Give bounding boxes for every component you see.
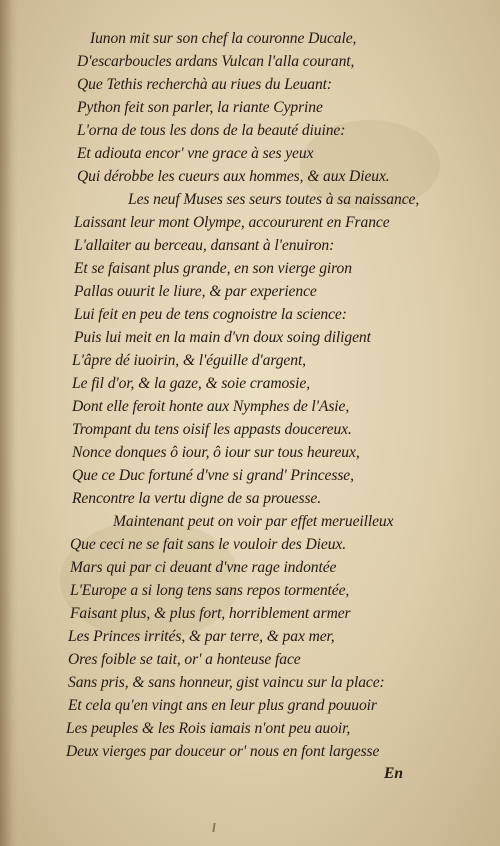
verse-line: Que ceci ne se fait sans le vouloir des Dieux. bbox=[70, 536, 347, 553]
verse-line: Deux vierges par douceur or' nous en font largesse bbox=[66, 743, 380, 760]
verse-line: L'orna de tous les dons de la beauté diuine: bbox=[77, 122, 346, 139]
verse-line: Sans pris, & sans honneur, gist vaincu sur la place: bbox=[68, 674, 385, 691]
page-gutter-shadow bbox=[0, 0, 18, 846]
verse-line: Et adiouta encor' vne grace à ses yeux bbox=[77, 145, 314, 162]
ink-mark bbox=[212, 823, 215, 832]
verse-line: L'âpre dé iuoirin, & l'éguille d'argent, bbox=[72, 352, 306, 369]
verse-line: Le fil d'or, & la gaze, & soie cramosie, bbox=[72, 375, 310, 392]
verse-line: Les Princes irrités, & par terre, & pax mer, bbox=[68, 628, 335, 645]
verse-line: Faisant plus, & plus fort, horriblement armer bbox=[70, 605, 351, 622]
verse-line: Lui feit en peu de tens cognoistre la science: bbox=[74, 306, 347, 323]
verse-line: L'Europe a si long tens sans repos tormentée, bbox=[70, 582, 350, 599]
catchword: En bbox=[384, 765, 403, 782]
verse-line: Rencontre la vertu digne de sa prouesse. bbox=[72, 490, 322, 507]
verse-line: Les neuf Muses ses seurs toutes à sa naissance, bbox=[128, 191, 420, 208]
verse-line: Maintenant peut on voir par effet merueilleux bbox=[113, 513, 394, 530]
verse-line: Trompant du tens oisif les appasts doucereux. bbox=[72, 421, 352, 438]
verse-line: Mars qui par ci deuant d'vne rage indontée bbox=[70, 559, 337, 576]
verse-line: Que Tethis recherchà au riues du Leuant: bbox=[77, 76, 333, 93]
verse-line: D'escarboucles ardans Vulcan l'alla courant, bbox=[77, 53, 355, 70]
verse-line: Ores foible se tait, or' a honteuse face bbox=[68, 651, 301, 668]
verse-line: Les peuples & les Rois iamais n'ont peu auoir, bbox=[66, 720, 351, 737]
verse-line: Iunon mit sur son chef la couronne Ducale, bbox=[90, 30, 357, 47]
verse-line: Pallas ouurit le liure, & par experience bbox=[74, 283, 317, 300]
verse-line: Laissant leur mont Olympe, accoururent en France bbox=[74, 214, 390, 231]
verse-line: Dont elle feroit honte aux Nymphes de l'Asie, bbox=[72, 398, 350, 415]
verse-line: Python feit son parler, la riante Cyprine bbox=[77, 99, 323, 116]
verse-line: Puis lui meit en la main d'vn doux soing diligent bbox=[74, 329, 371, 346]
verse-line: Que ce Duc fortuné d'vne si grand' Princesse, bbox=[72, 467, 354, 484]
verse-line: Et se faisant plus grande, en son vierge giron bbox=[74, 260, 352, 277]
verse-line: L'allaiter au berceau, dansant à l'enuiron: bbox=[74, 237, 335, 254]
verse-line: Qui dérobbe les cueurs aux hommes, & aux Dieux. bbox=[77, 168, 390, 185]
verse-line: Nonce donques ô iour, ô iour sur tous heureux, bbox=[72, 444, 360, 461]
verse-line: Et cela qu'en vingt ans en leur plus grand pouuoir bbox=[68, 697, 377, 714]
